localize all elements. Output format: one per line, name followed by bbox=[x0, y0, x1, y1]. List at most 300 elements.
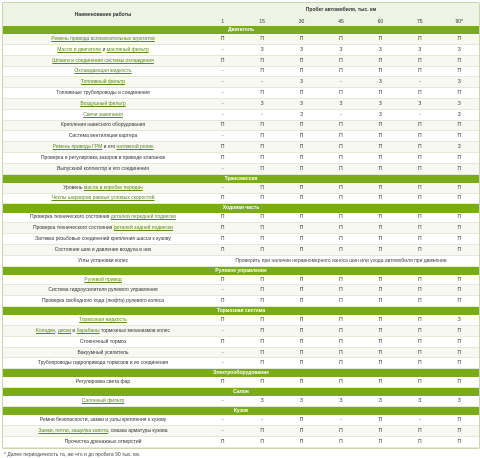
interval-cell: П bbox=[400, 142, 439, 153]
interval-cell: П bbox=[282, 193, 321, 204]
footnote: * Далее периодичность та, же что и до пробега 90 тыс. км. bbox=[4, 451, 141, 458]
section-header-row bbox=[3, 307, 479, 316]
maintenance-table-container bbox=[2, 2, 480, 449]
interval-cell: П bbox=[440, 152, 479, 163]
interval-cell: П bbox=[440, 66, 479, 77]
work-text: Ремни безопасности, замки и узлы крепления к кузову bbox=[39, 417, 167, 424]
interval-cell: - bbox=[203, 415, 242, 425]
work-link[interactable]: Ремень привода ГРМ bbox=[52, 144, 103, 151]
interval-cell: П bbox=[321, 193, 360, 204]
section-header-row bbox=[3, 204, 479, 213]
interval-cell: П bbox=[321, 377, 360, 387]
interval-cell: П bbox=[282, 183, 321, 193]
interval-cell: - bbox=[242, 77, 281, 88]
interval-cell: П bbox=[242, 120, 281, 131]
interval-cell: - bbox=[242, 109, 281, 120]
table-row bbox=[3, 163, 479, 174]
table-row bbox=[3, 285, 479, 296]
interval-cell: П bbox=[440, 426, 479, 437]
interval-cell: - bbox=[321, 77, 360, 88]
interval-cell: - bbox=[203, 109, 242, 120]
work-text: Топливные трубопроводы и соединения bbox=[56, 90, 150, 97]
work-text: Проверка свободного хода (люфта) рулевого колеса bbox=[41, 298, 165, 305]
interval-cell: - bbox=[400, 77, 439, 88]
work-link[interactable]: масла в коробке передач bbox=[83, 184, 143, 191]
interval-cell: П bbox=[440, 336, 479, 347]
interval-cell: З bbox=[361, 396, 400, 406]
interval-cell: П bbox=[440, 437, 479, 448]
section-title: Рулевое управление bbox=[3, 266, 479, 275]
interval-cell: З bbox=[440, 142, 479, 153]
interval-cell: П bbox=[321, 296, 360, 307]
table-row bbox=[3, 244, 479, 255]
work-link[interactable]: Замки, петли, защелка капота bbox=[38, 428, 108, 435]
interval-cell: - bbox=[400, 109, 439, 120]
interval-cell: П bbox=[361, 296, 400, 307]
work-name-cell bbox=[3, 396, 203, 406]
interval-cell: П bbox=[282, 234, 321, 245]
section-title: Двигатель bbox=[3, 26, 479, 34]
interval-cell: П bbox=[361, 152, 400, 163]
work-name-cell bbox=[3, 109, 203, 120]
interval-cell: П bbox=[400, 336, 439, 347]
interval-cell: П bbox=[440, 55, 479, 66]
interval-cell: П bbox=[282, 426, 321, 437]
interval-cell: П bbox=[361, 120, 400, 131]
table-body bbox=[3, 26, 479, 447]
work-name-cell bbox=[3, 255, 203, 266]
section-header-row bbox=[3, 266, 479, 275]
interval-cell: П bbox=[203, 223, 242, 234]
table-header bbox=[3, 3, 479, 26]
work-name-cell bbox=[3, 234, 203, 245]
section-title: Трансмиссия bbox=[3, 174, 479, 183]
mileage-col-header: 1 bbox=[203, 17, 242, 26]
mileage-col-header: 60 bbox=[361, 17, 400, 26]
table-row bbox=[3, 426, 479, 437]
work-name-cell bbox=[3, 44, 203, 55]
work-text: и его bbox=[102, 144, 117, 151]
work-name-cell bbox=[3, 131, 203, 142]
interval-cell: - bbox=[203, 98, 242, 109]
table-row bbox=[3, 55, 479, 66]
work-name-cell bbox=[3, 326, 203, 337]
interval-cell: П bbox=[321, 326, 360, 337]
interval-cell: П bbox=[282, 315, 321, 325]
interval-cell: П bbox=[242, 244, 281, 255]
interval-cell: П bbox=[242, 223, 281, 234]
interval-cell: П bbox=[361, 437, 400, 448]
interval-cell: П bbox=[400, 163, 439, 174]
interval-cell: П bbox=[361, 131, 400, 142]
work-name-cell bbox=[3, 223, 203, 234]
section-title: Салон bbox=[3, 388, 479, 397]
interval-cell: П bbox=[440, 223, 479, 234]
interval-cell: П bbox=[361, 275, 400, 285]
interval-cell: П bbox=[361, 66, 400, 77]
work-name-cell bbox=[3, 193, 203, 204]
table-row bbox=[3, 296, 479, 307]
section-title: Электрооборудование bbox=[3, 369, 479, 378]
table-row bbox=[3, 234, 479, 245]
interval-cell: П bbox=[361, 244, 400, 255]
interval-cell: З bbox=[400, 396, 439, 406]
work-name-cell bbox=[3, 66, 203, 77]
interval-cell: П bbox=[321, 315, 360, 325]
work-name-cell bbox=[3, 336, 203, 347]
interval-cell: П bbox=[242, 315, 281, 325]
interval-cell: П bbox=[361, 415, 400, 425]
interval-cell: П bbox=[282, 131, 321, 142]
work-link[interactable]: деталей задней подвески bbox=[113, 225, 174, 232]
table-row bbox=[3, 396, 479, 406]
mileage-col-header: 90* bbox=[440, 17, 479, 26]
interval-cell: П bbox=[440, 415, 479, 425]
interval-cell: П bbox=[440, 234, 479, 245]
interval-cell: П bbox=[321, 120, 360, 131]
table-row bbox=[3, 315, 479, 325]
table-row bbox=[3, 44, 479, 55]
interval-cell: П bbox=[321, 244, 360, 255]
interval-cell: П bbox=[361, 347, 400, 358]
interval-cell: П bbox=[361, 213, 400, 223]
work-text: Проверка и регулировка зазоров в приводе клапанов bbox=[40, 154, 166, 161]
work-text: Прочистка дренажных отверстий bbox=[64, 438, 142, 445]
interval-cell: П bbox=[282, 275, 321, 285]
interval-cell: П bbox=[282, 285, 321, 296]
interval-cell: З bbox=[400, 98, 439, 109]
interval-cell: П bbox=[242, 88, 281, 99]
interval-cell: П bbox=[282, 377, 321, 387]
table-row bbox=[3, 415, 479, 425]
interval-cell: П bbox=[440, 285, 479, 296]
interval-cell: П bbox=[400, 34, 439, 44]
table-row bbox=[3, 34, 479, 44]
work-text: Крепления навесного оборудования bbox=[60, 122, 146, 129]
interval-cell: П bbox=[440, 213, 479, 223]
mileage-col-header: 30 bbox=[282, 17, 321, 26]
interval-cell: П bbox=[400, 347, 439, 358]
interval-cell: П bbox=[361, 183, 400, 193]
interval-cell: П bbox=[203, 377, 242, 387]
work-name-cell bbox=[3, 120, 203, 131]
interval-cell: П bbox=[361, 223, 400, 234]
interval-cell: З bbox=[321, 44, 360, 55]
interval-cell: П bbox=[242, 213, 281, 223]
mileage-col-header: 15 bbox=[242, 17, 281, 26]
table-row bbox=[3, 142, 479, 153]
work-name-cell bbox=[3, 142, 203, 153]
work-name-cell bbox=[3, 285, 203, 296]
work-name-cell bbox=[3, 183, 203, 193]
interval-cell: П bbox=[321, 55, 360, 66]
work-link[interactable]: барабаны bbox=[76, 327, 100, 334]
interval-cell: П bbox=[400, 234, 439, 245]
interval-cell: П bbox=[361, 315, 400, 325]
interval-cell: П bbox=[440, 244, 479, 255]
interval-cell: З bbox=[282, 109, 321, 120]
interval-cell: - bbox=[321, 415, 360, 425]
interval-cell: З bbox=[440, 315, 479, 325]
work-link[interactable]: Шланги и соединения системы охлаждения bbox=[52, 57, 154, 64]
work-name-cell bbox=[3, 296, 203, 307]
table-row bbox=[3, 66, 479, 77]
interval-cell: П bbox=[203, 336, 242, 347]
interval-cell: П bbox=[361, 426, 400, 437]
interval-cell: П bbox=[321, 152, 360, 163]
interval-cell: П bbox=[361, 34, 400, 44]
interval-cell: - bbox=[203, 88, 242, 99]
interval-cell: П bbox=[203, 142, 242, 153]
interval-cell: - bbox=[203, 426, 242, 437]
work-link[interactable]: Тормозная жидкость bbox=[79, 317, 127, 324]
interval-cell: П bbox=[203, 34, 242, 44]
work-link[interactable]: Воздушный фильтр bbox=[80, 100, 126, 107]
interval-cell: П bbox=[321, 347, 360, 358]
work-link[interactable]: Охлаждающая жидкость bbox=[74, 68, 132, 75]
interval-cell: - bbox=[242, 415, 281, 425]
interval-cell: П bbox=[361, 163, 400, 174]
work-text: и bbox=[101, 46, 107, 53]
interval-cell: - bbox=[203, 66, 242, 77]
interval-cell: З bbox=[242, 396, 281, 406]
interval-cell: П bbox=[242, 377, 281, 387]
interval-cell: П bbox=[321, 234, 360, 245]
interval-cell: П bbox=[203, 55, 242, 66]
interval-cell: П bbox=[321, 426, 360, 437]
work-text: , bbox=[55, 327, 58, 334]
interval-cell: З bbox=[361, 77, 400, 88]
interval-cell: П bbox=[440, 120, 479, 131]
work-text: Углы установки колес bbox=[77, 257, 129, 264]
interval-cell: П bbox=[400, 377, 439, 387]
work-name-cell bbox=[3, 213, 203, 223]
interval-cell: П bbox=[400, 315, 439, 325]
interval-cell: П bbox=[400, 358, 439, 369]
table-row bbox=[3, 377, 479, 387]
interval-cell: П bbox=[282, 244, 321, 255]
interval-cell: П bbox=[440, 347, 479, 358]
interval-cell: П bbox=[361, 193, 400, 204]
interval-cell: П bbox=[242, 55, 281, 66]
work-link[interactable]: Салонный фильтр bbox=[81, 398, 125, 405]
interval-cell: П bbox=[282, 55, 321, 66]
work-text: Регулировка света фар bbox=[75, 379, 131, 386]
interval-cell: П bbox=[321, 223, 360, 234]
interval-cell: П bbox=[440, 183, 479, 193]
interval-cell: П bbox=[282, 152, 321, 163]
interval-cell: П bbox=[282, 296, 321, 307]
interval-cell: З bbox=[361, 109, 400, 120]
interval-cell: П bbox=[203, 120, 242, 131]
interval-cell: - bbox=[203, 183, 242, 193]
work-link[interactable]: Топливный фильтр bbox=[80, 79, 126, 86]
interval-cell: - bbox=[203, 131, 242, 142]
interval-cell: - bbox=[321, 109, 360, 120]
interval-cell: З bbox=[321, 98, 360, 109]
interval-cell: П bbox=[400, 66, 439, 77]
interval-cell: П bbox=[361, 377, 400, 387]
work-link[interactable]: Свечи зажигания bbox=[83, 111, 123, 118]
interval-cell: П bbox=[400, 223, 439, 234]
table-row bbox=[3, 347, 479, 358]
work-name-header: Наименование работы bbox=[3, 3, 203, 26]
interval-cell: П bbox=[321, 163, 360, 174]
interval-cell: П bbox=[361, 88, 400, 99]
work-text: Система гидроусилителя рулевого управления bbox=[48, 287, 158, 294]
table-row bbox=[3, 255, 479, 266]
work-text: Уровень bbox=[63, 184, 84, 191]
interval-cell: П bbox=[321, 285, 360, 296]
interval-cell: П bbox=[242, 131, 281, 142]
interval-cell: П bbox=[282, 66, 321, 77]
interval-cell: П bbox=[203, 315, 242, 325]
interval-cell: П bbox=[282, 437, 321, 448]
interval-cell: П bbox=[282, 163, 321, 174]
interval-cell: П bbox=[321, 437, 360, 448]
interval-cell: П bbox=[321, 336, 360, 347]
interval-cell: П bbox=[203, 244, 242, 255]
interval-cell: П bbox=[361, 234, 400, 245]
interval-cell: П bbox=[400, 152, 439, 163]
interval-cell: П bbox=[440, 163, 479, 174]
interval-cell: - bbox=[203, 358, 242, 369]
interval-cell: П bbox=[242, 336, 281, 347]
work-link[interactable]: деталей передней подвески bbox=[110, 214, 176, 221]
work-link[interactable]: Колодки bbox=[35, 327, 56, 334]
interval-cell: З bbox=[242, 98, 281, 109]
table-row bbox=[3, 131, 479, 142]
interval-cell: П bbox=[361, 55, 400, 66]
interval-cell: П bbox=[440, 326, 479, 337]
maintenance-schedule-table bbox=[3, 3, 479, 448]
work-link[interactable]: Чехлы шарниров равных угловых скоростей bbox=[51, 195, 155, 202]
interval-cell: П bbox=[242, 285, 281, 296]
interval-cell: П bbox=[242, 183, 281, 193]
table-row bbox=[3, 213, 479, 223]
interval-cell: П bbox=[242, 234, 281, 245]
interval-cell: П bbox=[282, 34, 321, 44]
interval-cell: З bbox=[242, 44, 281, 55]
interval-cell: - bbox=[203, 163, 242, 174]
work-link[interactable]: Ремень привода вспомогательных агрегатов bbox=[51, 36, 155, 43]
work-name-cell bbox=[3, 437, 203, 448]
work-text: Стояночный тормоз bbox=[79, 338, 127, 345]
interval-cell: П bbox=[321, 358, 360, 369]
table-row bbox=[3, 326, 479, 337]
work-name-cell bbox=[3, 415, 203, 425]
interval-cell: П bbox=[321, 183, 360, 193]
interval-cell: П bbox=[361, 336, 400, 347]
table-row bbox=[3, 109, 479, 120]
interval-cell: П bbox=[321, 142, 360, 153]
work-link[interactable]: натяжной ролик bbox=[116, 144, 154, 151]
interval-cell: П bbox=[400, 88, 439, 99]
work-text: Затяжка резьбовых соединений крепления шасси к кузову bbox=[35, 236, 171, 242]
work-link[interactable]: масляный фильтр bbox=[106, 46, 149, 53]
interval-cell: П bbox=[203, 234, 242, 245]
interval-cell: П bbox=[400, 426, 439, 437]
interval-cell: П bbox=[321, 34, 360, 44]
interval-cell: П bbox=[282, 326, 321, 337]
interval-cell: П bbox=[400, 244, 439, 255]
section-header-row bbox=[3, 407, 479, 416]
interval-cell: П bbox=[361, 142, 400, 153]
interval-cell: П bbox=[321, 213, 360, 223]
interval-cell: П bbox=[242, 66, 281, 77]
work-name-cell bbox=[3, 152, 203, 163]
work-name-cell bbox=[3, 358, 203, 369]
work-link[interactable]: Масло в двигателе bbox=[57, 46, 102, 53]
mileage-col-header: 45 bbox=[321, 17, 360, 26]
work-text: , смазка арматуры кузова bbox=[108, 428, 168, 435]
work-name-cell bbox=[3, 88, 203, 99]
interval-cell: З bbox=[282, 77, 321, 88]
section-header-row bbox=[3, 369, 479, 378]
interval-cell: П bbox=[242, 326, 281, 337]
interval-cell: З bbox=[400, 44, 439, 55]
interval-cell: П bbox=[242, 275, 281, 285]
interval-cell: П bbox=[440, 358, 479, 369]
work-link[interactable]: Рулевой привод bbox=[84, 276, 122, 283]
interval-cell: П bbox=[203, 193, 242, 204]
interval-cell: З bbox=[440, 77, 479, 88]
interval-cell: П bbox=[321, 66, 360, 77]
interval-cell: - bbox=[400, 415, 439, 425]
interval-cell: П bbox=[400, 131, 439, 142]
interval-cell: П bbox=[400, 120, 439, 131]
mileage-col-header: 75 bbox=[400, 17, 439, 26]
interval-cell: П bbox=[203, 296, 242, 307]
interval-cell: П bbox=[400, 296, 439, 307]
work-name-cell bbox=[3, 77, 203, 88]
section-title: Ходовая часть bbox=[3, 204, 479, 213]
work-link[interactable]: диски bbox=[57, 327, 72, 334]
table-row bbox=[3, 275, 479, 285]
interval-cell: П bbox=[242, 296, 281, 307]
interval-cell: З bbox=[440, 396, 479, 406]
table-row bbox=[3, 77, 479, 88]
work-name-cell bbox=[3, 347, 203, 358]
interval-cell: П bbox=[242, 426, 281, 437]
work-name-cell bbox=[3, 244, 203, 255]
interval-cell: П bbox=[440, 131, 479, 142]
table-row bbox=[3, 152, 479, 163]
table-row bbox=[3, 193, 479, 204]
section-header-row bbox=[3, 174, 479, 183]
interval-cell: П bbox=[440, 296, 479, 307]
interval-cell: П bbox=[203, 213, 242, 223]
interval-cell: П bbox=[282, 142, 321, 153]
interval-cell: З bbox=[361, 98, 400, 109]
interval-cell: П bbox=[400, 183, 439, 193]
mileage-header: Пробег автомобиля, тыс. км bbox=[203, 3, 479, 17]
work-name-cell bbox=[3, 315, 203, 325]
interval-cell: П bbox=[400, 326, 439, 337]
interval-cell: П bbox=[242, 193, 281, 204]
interval-cell: П bbox=[242, 163, 281, 174]
table-row bbox=[3, 358, 479, 369]
interval-cell: - bbox=[203, 396, 242, 406]
section-header-row bbox=[3, 26, 479, 34]
interval-cell: - bbox=[203, 326, 242, 337]
interval-cell: П bbox=[440, 193, 479, 204]
interval-cell: П bbox=[400, 437, 439, 448]
interval-cell: П bbox=[282, 415, 321, 425]
work-text: Проверка технического состояния bbox=[32, 225, 114, 232]
interval-cell: П bbox=[400, 275, 439, 285]
interval-cell: П bbox=[282, 347, 321, 358]
